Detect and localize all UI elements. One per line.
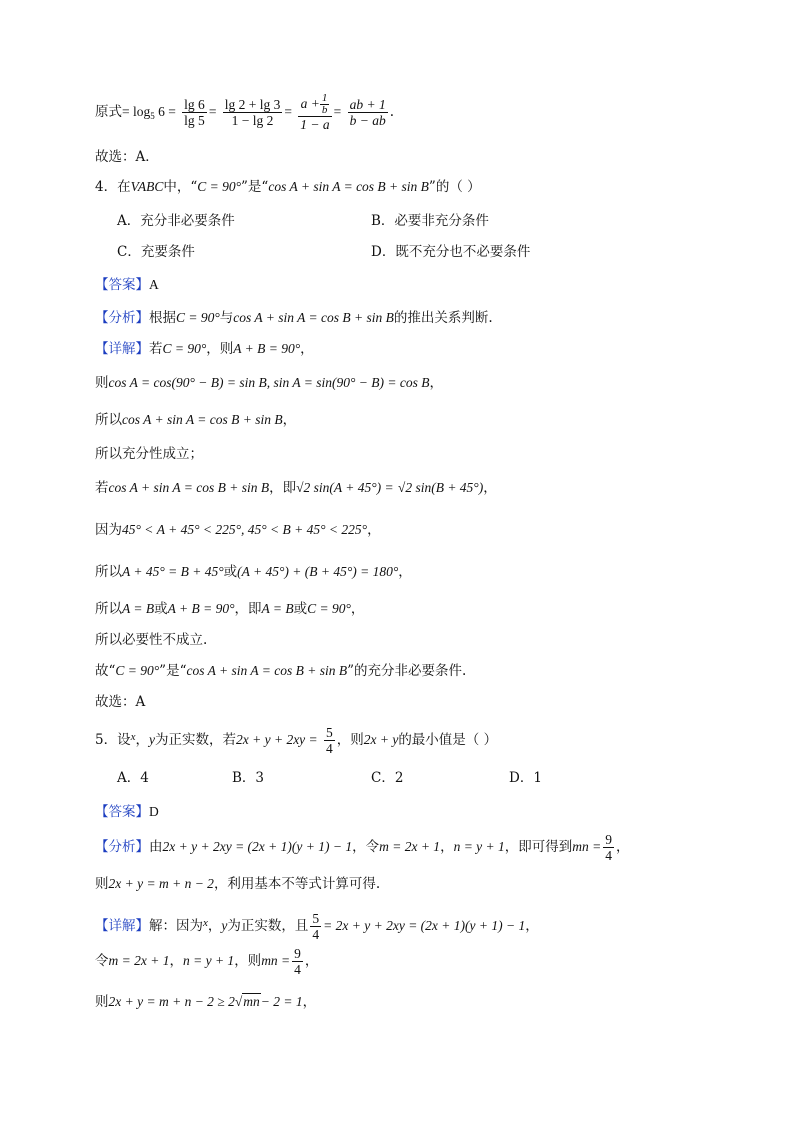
q4-detail-line-7 (95, 563, 412, 581)
text: 解：因为 (149, 918, 203, 934)
q4-detail-line-10 (95, 662, 466, 680)
text: 的推出关系判断. (393, 310, 493, 326)
math: . (389, 104, 394, 120)
math: VABC (130, 179, 164, 194)
text: ， (169, 953, 183, 969)
answer-tag: 【答案】 (95, 277, 149, 293)
text: 若 (149, 341, 163, 357)
text: 因为 (95, 522, 122, 538)
math: A + B = 90° (233, 341, 301, 356)
math: m = 2x + 1 (379, 839, 441, 854)
math: √2 sin(B + 45°) (397, 480, 484, 495)
text: 中，“ (163, 179, 198, 195)
detail-tag: 【详解】 (95, 341, 149, 357)
q4-answer (95, 276, 159, 294)
math: n = y + 1 (453, 839, 505, 854)
math: 2x + y (363, 732, 399, 747)
text: 为正实数，且 (227, 918, 309, 934)
text: ， (135, 732, 149, 748)
math: m = 2x + 1 (108, 953, 170, 968)
text: ， (398, 564, 412, 580)
q4-detail-line-9: 所以必要性不成立. (95, 632, 208, 648)
fraction: $\frac{\lg 2 + \lg 3}{1 - \lg 2}$ (224, 97, 281, 128)
math: cos A + sin A = cos B + sin B (186, 663, 348, 678)
q5-detail-line-2 (95, 946, 318, 977)
math: cos A + sin A = cos B + sin B (108, 480, 270, 495)
q4-detail-line-5 (95, 479, 497, 497)
math-sqrt: mn (243, 994, 260, 1009)
text: ， (282, 412, 297, 428)
text: 或 (293, 601, 308, 617)
math: 5 (150, 111, 155, 121)
text: ，利用基本不等式计算可得. (213, 876, 381, 892)
q4-detail-line-6 (95, 521, 381, 539)
q4-detail-line-8 (95, 600, 364, 618)
math: C = 90° (162, 341, 207, 356)
text: 故“ (95, 663, 116, 679)
text: ， (300, 341, 314, 357)
text: 4．在 (95, 179, 131, 195)
math: (A + 45°) + (B + 45°) = 180° (237, 564, 399, 579)
math: x (130, 731, 136, 743)
text: 或 (223, 564, 238, 580)
text: 所以 (95, 601, 122, 617)
q5-analysis-line-1 (95, 832, 630, 863)
math: C = 90° (307, 601, 351, 616)
prev-choice: 故选：A． (95, 149, 159, 165)
answer-tag: 【答案】 (95, 804, 149, 820)
q5-answer (95, 803, 159, 821)
q4-option-d: D．既不充分也不必要条件 (371, 244, 531, 260)
text: 则 (95, 876, 109, 892)
math: C = 90° (115, 663, 160, 678)
text: 若 (95, 480, 109, 496)
math: C = 90° (176, 310, 220, 325)
text: ，令 (352, 839, 380, 855)
text: ”的充分非必要条件. (347, 663, 467, 679)
math: A + 45° = B + 45° (122, 564, 224, 579)
math: y (221, 918, 228, 933)
math: cos A = cos(90° − B) = sin B, sin A = sin(90° − B) = cos B (108, 375, 430, 390)
q4-analysis (95, 309, 493, 327)
text: 所以 (95, 412, 122, 428)
math: 2x + y = m + n − 2 (108, 876, 214, 891)
text: 5．设 (95, 732, 131, 748)
analysis-tag: 【分析】 (95, 839, 149, 855)
text: ， (525, 918, 539, 934)
math: 2x + y = m + n − 2 ≥ 2 (108, 994, 235, 1009)
math: √2 sin(A + 45°) = (296, 480, 394, 495)
text: 或 (154, 601, 168, 617)
q4-detail-line-3 (95, 411, 296, 429)
math: A + B = 90° (167, 601, 235, 616)
math: x (203, 917, 208, 929)
math: n = y + 1 (182, 953, 235, 968)
text: 的最小值是（ ） (398, 732, 498, 748)
text: ， (483, 480, 497, 496)
q5-analysis-line-2 (95, 875, 380, 893)
q5-stem (95, 722, 497, 756)
math: cos A + sin A = cos B + sin B (268, 179, 429, 194)
text: ， (440, 839, 454, 855)
fraction: $\frac{5}{4}$ (312, 911, 320, 942)
text: 所以 (95, 564, 122, 580)
fraction: $\frac{\lg 6}{\lg 5}$ (184, 97, 205, 128)
text: 为正实数，若 (154, 732, 236, 748)
q5-option-a: A．4 (117, 770, 149, 786)
math: = 2x + y + 2xy = (2x + 1)(y + 1) − 1 (323, 918, 526, 933)
fraction: $\frac{5}{4}$ (325, 725, 333, 756)
math: mn = (572, 839, 602, 854)
q5-option-b: B．3 (232, 770, 265, 786)
math: 6 = (154, 104, 176, 119)
fraction: $\frac{9}{4}$ (605, 832, 613, 863)
text: ，则 (336, 732, 364, 748)
text: ， (367, 522, 381, 538)
math: C = 90° (197, 179, 242, 194)
q4-option-a: A．充分非必要条件 (117, 213, 235, 229)
q5-detail-line-1 (95, 908, 539, 942)
text: ”是“ (241, 179, 269, 195)
q4-stem (95, 178, 481, 196)
math: y (148, 732, 155, 747)
label: 原式 (95, 104, 122, 120)
math: − 2 = 1 (260, 994, 303, 1009)
fraction: $\frac{ab + 1}{b - ab}$ (349, 97, 386, 128)
math: A = B (261, 601, 294, 616)
q4-choice: 故选：A (95, 694, 146, 710)
q4-option-c: C．充要条件 (117, 244, 195, 260)
text: ， (429, 375, 443, 391)
fraction: $\frac{9}{4}$ (294, 946, 301, 977)
prev-solution-equation: 原式= $\log_5 6$ = $\frac{\lg 6}{\lg 5}$ = $\frac{\lg 2 + \lg 3}{1 - \lg 2}$ = a + $\frac{1}{b}$ 1 − a = $\frac{ab + 1}{b - ab}$ . (95, 92, 394, 132)
q4-detail-line-2 (95, 374, 443, 392)
answer-value: A (149, 277, 159, 292)
text: ，则 (206, 341, 234, 357)
q5-option-d: D．1 (509, 770, 542, 786)
math: cos A + sin A = cos B + sin B (122, 412, 283, 427)
text: 与 (219, 310, 234, 326)
math: A = B (122, 601, 155, 616)
text: ”是“ (159, 663, 187, 679)
q4-detail-line-1 (95, 340, 314, 358)
answer-value: D (149, 804, 159, 819)
text: 根据 (149, 310, 176, 326)
text: ，则 (234, 953, 262, 969)
q4-option-b: B．必要非充分条件 (371, 213, 489, 229)
text: ， (302, 994, 317, 1010)
text: 令 (95, 953, 109, 969)
math: 45° < A + 45° < 225°, 45° < B + 45° < 225° (122, 522, 368, 537)
text: ， (616, 839, 630, 855)
detail-tag: 【详解】 (95, 918, 149, 934)
math: mn = (261, 953, 291, 968)
text: ，即可得到 (504, 839, 573, 855)
math: = log (122, 104, 151, 119)
q5-option-c: C．2 (371, 770, 404, 786)
text: 则 (95, 375, 109, 391)
analysis-tag: 【分析】 (95, 310, 149, 326)
text: ”的（ ） (428, 179, 481, 195)
text: ，即 (234, 601, 262, 617)
math: 2x + y + 2xy = (235, 732, 318, 747)
text: ， (207, 918, 222, 934)
math: 2x + y + 2xy = (2x + 1)(y + 1) − 1 (162, 839, 353, 854)
fraction: a + $\frac{1}{b}$ 1 − a (300, 92, 330, 132)
text: ， (350, 601, 365, 617)
q5-detail-line-3: 则2x + y = m + n − 2 ≥ 2√mn− 2 = 1， (95, 994, 317, 1010)
text: 则 (95, 994, 109, 1010)
text: ，即 (269, 480, 297, 496)
text: ， (304, 953, 319, 969)
text: 由 (149, 839, 163, 855)
q4-detail-line-4: 所以充分性成立； (95, 446, 203, 462)
math: cos A + sin A = cos B + sin B (233, 310, 394, 325)
